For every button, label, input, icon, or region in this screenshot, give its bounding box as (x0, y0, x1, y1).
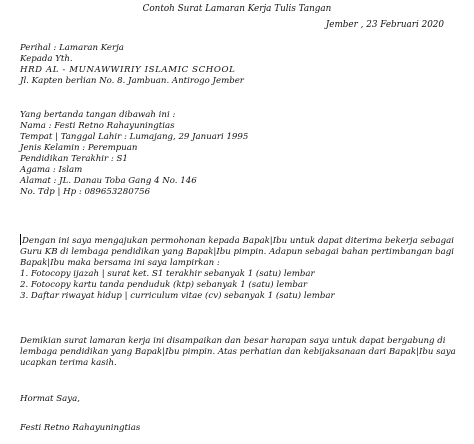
regards-line (20, 394, 456, 405)
identity-agama: Agama : Islam (20, 165, 83, 175)
attachment-item: 3. Daftar riwayat hidup | curriculum vitae (cv) sebanyak 1 (satu) lembar (20, 291, 335, 301)
identity-block (20, 110, 456, 198)
recipient-name: HRD AL - MUNAWWIRIY ISLAMIC SCHOOL (20, 65, 236, 75)
document-title: Contoh Surat Lamaran Kerja Tulis Tangan (142, 4, 332, 14)
attachment-item: 1. Fotocopy ijazah | surat ket. S1 terakhir sebanyak 1 (satu) lembar (20, 269, 315, 279)
identity-telp: No. Tdp | Hp : 089653280756 (20, 187, 151, 197)
identity-ttl: Tempat | Tanggal Lahir : Lumajang, 29 Januari 1995 (20, 132, 249, 142)
attachment-item: 2. Fotocopy kartu tanda penduduk (ktp) sebanyak 1 (satu) lembar (20, 280, 308, 290)
kepada-line: Kepada Yth. (20, 54, 73, 64)
body-block (20, 234, 456, 302)
recipient-block (20, 43, 456, 87)
identity-alamat: Alamat : JL. Danau Toba Gang 4 No. 146 (20, 176, 197, 186)
body-paragraph (20, 234, 456, 269)
date-line: Jember , 23 Februari 2020 (325, 20, 444, 30)
identity-jenis-kelamin: Jenis Kelamin : Perempuan (20, 143, 138, 153)
regards-text: Hormat Saya, (20, 394, 80, 404)
identity-pendidikan: Pendidikan Terakhir : S1 (20, 154, 128, 164)
identity-nama: Nama : Festi Retno Rahayuningtias (20, 121, 175, 131)
recipient-address: Jl. Kapten berlian No. 8. Jambuan. Antirogo Jember (20, 76, 244, 86)
perihal-line: Perihal : Lamaran Kerja (20, 43, 124, 53)
text-cursor (20, 234, 21, 245)
closing-paragraph: Demikian surat lamaran kerja ini disampaikan dan besar harapan saya untuk dapat bergabung di lembaga pendidikan yang Bapak|Ibu pimpin. Atas perhatian dan kebijaksanaan dari Bapak|Ibu saya ucapkan terima kasih. (20, 336, 456, 368)
closing-block (20, 336, 456, 369)
intro-line: Yang bertanda tangan dibawah ini : (20, 110, 176, 120)
signature-name: Festi Retno Rahayuningtias (20, 423, 141, 433)
body-paragraph-text: Dengan ini saya mengajukan permohonan kepada Bapak|Ibu untuk dapat diterima bekerja sebagai Guru KB di lembaga pendidikan yang Bapak|Ibu pimpin. Adapun sebagai bahan pertimbangan bagi Bapak|Ibu maka bersama ini saya lampirkan : (20, 236, 455, 268)
signature-block (20, 423, 456, 434)
